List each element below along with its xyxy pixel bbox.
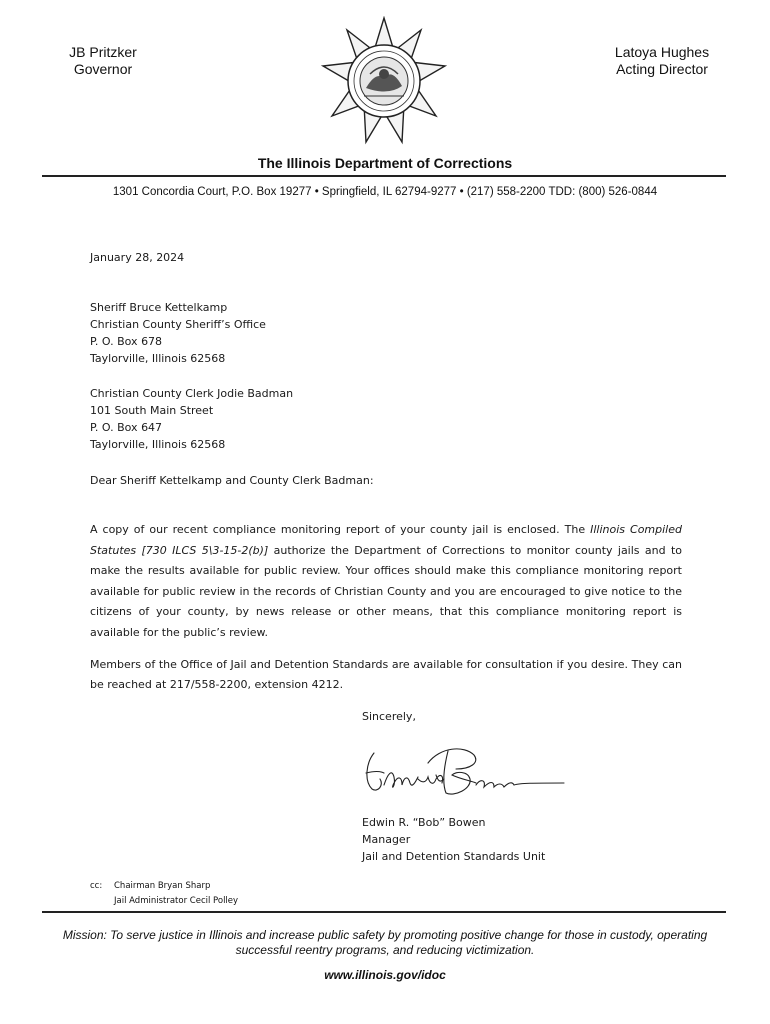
governor-title: Governor — [73, 61, 133, 77]
signer-title: Manager — [362, 833, 411, 846]
body-paragraph-1 — [90, 520, 682, 643]
recipient-line: Taylorville, Illinois 62568 — [90, 438, 226, 451]
star-badge-seal-icon — [318, 16, 450, 146]
header-divider — [42, 175, 726, 177]
letter-date: January 28, 2024 — [90, 251, 185, 264]
statute-citation: Illinois Compiled Statutes [730 ILCS 5\3-15-2(b)] — [90, 523, 682, 557]
recipient-address-clerk — [90, 385, 293, 453]
recipient-line: Taylorville, Illinois 62568 — [90, 352, 226, 365]
recipient-address-sheriff — [90, 299, 266, 367]
signer-block — [362, 814, 545, 865]
recipient-line: Christian County Sheriff’s Office — [90, 318, 266, 331]
website-link[interactable]: www.illinois.gov/idoc — [324, 968, 446, 982]
recipient-line: 101 South Main Street — [90, 404, 214, 417]
director-name: Latoya Hughes — [614, 44, 710, 60]
governor-name: JB Pritzker — [69, 44, 137, 60]
mission-statement: Mission: To serve justice in Illinois and increase public safety by promoting positive change for those in custody, operating successful reentry programs, and reducing victimization. — [62, 928, 708, 957]
recipient-line: P. O. Box 647 — [90, 421, 163, 434]
recipient-line: P. O. Box 678 — [90, 335, 163, 348]
department-name: The Illinois Department of Corrections — [257, 155, 513, 171]
recipient-line: Christian County Clerk Jodie Badman — [90, 387, 294, 400]
footer-divider — [42, 911, 726, 913]
director-title: Acting Director — [616, 61, 708, 77]
cc-list — [90, 879, 238, 909]
salutation: Dear Sheriff Kettelkamp and County Clerk Badman: — [90, 474, 374, 487]
signer-unit: Jail and Detention Standards Unit — [362, 850, 546, 863]
closing: Sincerely, — [362, 710, 416, 723]
director-block — [600, 44, 724, 78]
signer-name: Edwin R. “Bob” Bowen — [362, 816, 486, 829]
cc-name: Chairman Bryan Sharp — [114, 881, 211, 891]
paragraph-text: authorize the Department of Corrections to monitor county jails and to make the results available for public review. Your offices should make this compliance monitoring report available for public review in the records of Christian County and you are encouraged to give notice to the citizens of your county, by news release or other means, that this compliance monitoring report is available for the public’s review. — [90, 543, 682, 639]
paragraph-text: A copy of our recent compliance monitoring report of your county jail is enclosed. The — [90, 523, 591, 536]
cc-name: Jail Administrator Cecil Polley — [114, 896, 239, 906]
department-address: 1301 Concordia Court, P.O. Box 19277 • Springfield, IL 62794-9277 • (217) 558-2200 TDD: (800) 526-0844 — [112, 186, 658, 198]
recipient-line: Sheriff Bruce Kettelkamp — [90, 301, 228, 314]
cc-label: cc: — [90, 881, 103, 891]
governor-block — [58, 44, 148, 78]
body-paragraph-2: Members of the Office of Jail and Detention Standards are available for consultation if you desire. They can be reached at 217/558-2200, extension 4212. — [90, 658, 682, 691]
handwritten-signature — [344, 733, 574, 805]
